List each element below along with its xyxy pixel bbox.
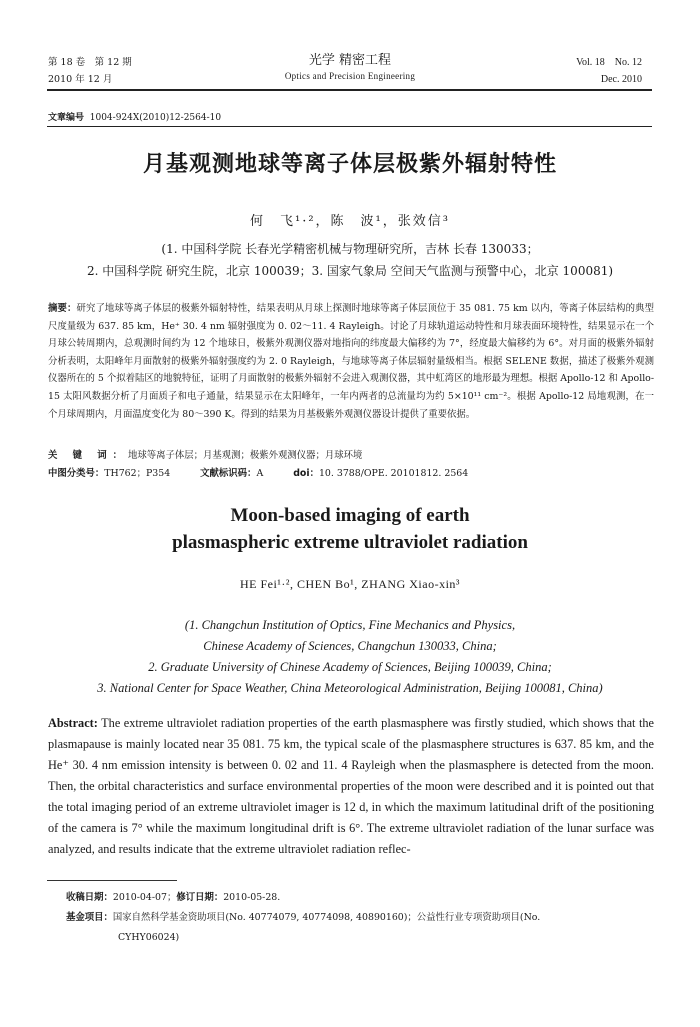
abstract-cn-text: 研究了地球等离子体层的极紫外辐射特性，结果表明从月球上探测时地球等离子体层顶位于 35 081. 75 km 以内，等离子体层结构的典型尺度量级为 637. 85 km，He⁺ 30. 4 nm 辐射强度为 0. 02～11. 4 Rayleigh。讨论了月球轨道运动特性和月球表面环境特性，结果显示在一个月球公转周期内，总观测时间约为 12 个地球日，极紫外观测仪器对地指向的纬度最大偏移约为 7°，经度最大偏移约为 6°。对月面的极紫外辐射分析表明，太阳峰年月面散射的极紫外辐射强度约为 2. 0 Rayleigh，与地球等离子体层辐射量级相当。根据 SELENE 数据，描述了极紫外观测仪器所在的 5 个拟着陆区的地貌特征，证明了月面散射的极紫外辐射不会进入观测仪器，其中虹湾区的地形最为理想。根据 Apollo-12 和 Apollo-15 太阳风数据分析了月面质子和电子通量，结果显示在太阳峰年，一年内两者的总流量均为约 5×10¹¹ cm⁻²。根据 Apollo-12 局地观测，在一个月球周期内，月面温度变化为 80～390 K。得到的结果为月基极紫外观测仪器设计提供了重要依据。	[48, 303, 654, 420]
journal-name-en: Optics and Precision Engineering	[284, 71, 416, 81]
clc-value: TH762；P354	[104, 468, 171, 479]
affiliation-en-line: Chinese Academy of Sciences, Changchun 130033, China;	[203, 639, 497, 653]
revised-value: 2010-05-28.	[223, 892, 281, 903]
affiliation-en-line: 3. National Center for Space Weather, China Meteorological Administration, Beijing 100081, China)	[97, 681, 603, 695]
doi-label: doi：	[293, 468, 319, 479]
abstract-en-text: The extreme ultraviolet radiation properties of the earth plasmasphere was firstly studied, which shows that the plasmapause is mainly located near 35 081. 75 km, the typical scale of the plasmasphere structures is 637. 85 km, and the He⁺ 30. 4 nm emission intensity is between 0. 02 and 11. 4 Rayleigh when the plasmasphere is detected from the moon. Then, the orbital characteristics and surface environmental properties of the moon were described and it is pointed out that the total imaging period of an extreme ultraviolet imager is 12 d, in which the maximum latitudinal drift of the positioning of the camera is 7° while the maximum longitudinal drift is 6°. The extreme ultraviolet radiation of the lunar surface was analyzed, and results indicate that the extreme ultraviolet radiation reflec-	[48, 716, 654, 856]
keywords-cn-text: 地球等离子体层；月基观测；极紫外观测仪器；月球环境	[128, 450, 363, 461]
funding-line	[66, 908, 656, 928]
received-line	[66, 888, 656, 908]
article-number	[48, 110, 221, 123]
funding-value: 国家自然科学基金资助项目(No. 40774079, 40774098, 40890160)；公益性行业专项资助项目(No.	[112, 912, 541, 923]
doc-code-label: 文献标识码：	[200, 468, 257, 479]
affiliation-en-line: 2. Graduate University of Chinese Academy of Sciences, Beijing 100039, China;	[148, 660, 552, 674]
abstract-cn-label: 摘要：	[48, 303, 77, 314]
funding-continuation: CYHY06024)	[118, 932, 180, 943]
affiliation-en-line: (1. Changchun Institution of Optics, Fine Mechanics and Physics,	[184, 618, 516, 632]
affiliation-cn-line: (1. 中国科学院 长春光学精密机械与物理研究所，吉林 长春 130033；	[161, 242, 539, 256]
doc-code-value: A	[256, 468, 264, 479]
authors-cn: 何 飞¹·²，陈 波¹，张效信³	[250, 214, 450, 229]
doi-value: 10. 3788/OPE. 20101812. 2564	[318, 468, 469, 479]
revised-label: 修订日期：	[176, 892, 224, 903]
footnotes	[66, 888, 656, 948]
title-en: Moon-based imaging of earth plasmaspheric extreme ultraviolet radiation	[172, 505, 528, 553]
date-en: Dec. 2010	[600, 74, 642, 85]
affiliations-en	[10, 615, 690, 699]
title-cn: 月基观测地球等离子体层极紫外辐射特性	[142, 152, 557, 177]
clc-label: 中图分类号：	[48, 468, 105, 479]
abstract-cn	[48, 300, 654, 423]
article-number-label: 文章编号	[48, 113, 85, 123]
keywords-cn-label: 关 键 词：	[48, 450, 129, 461]
footnote-rule	[47, 880, 177, 881]
volume-issue-en: Vol. 18 No. 12	[576, 57, 642, 68]
affiliation-cn-line: 2. 中国科学院 研究生院，北京 100039；3. 国家气象局 空间天气监测与预警中心，北京 100081)	[86, 264, 614, 278]
article-number-rule	[47, 126, 652, 127]
received-label: 收稿日期：	[66, 892, 113, 903]
header-rule	[47, 89, 652, 91]
article-number-value: 1004-924X(2010)12-2564-10	[89, 113, 222, 123]
journal-name-cn: 光学 精密工程	[308, 53, 392, 68]
running-header-right	[576, 54, 642, 88]
running-header-left	[48, 54, 132, 88]
abstract-en-label: Abstract:	[48, 716, 98, 730]
funding-label: 基金项目：	[66, 912, 113, 923]
authors-en: HE Fei¹·², CHEN Bo¹, ZHANG Xiao-xin³	[239, 577, 461, 591]
running-header-center	[250, 52, 450, 83]
volume-issue-cn: 第 18 卷 第 12 期	[48, 57, 132, 68]
affiliations-cn	[20, 238, 680, 282]
keywords-cn	[48, 447, 362, 461]
date-cn: 2010 年 12 月	[48, 74, 113, 85]
received-value: 2010-04-07；	[112, 892, 177, 903]
abstract-en	[48, 713, 654, 860]
classification-line	[48, 465, 658, 479]
